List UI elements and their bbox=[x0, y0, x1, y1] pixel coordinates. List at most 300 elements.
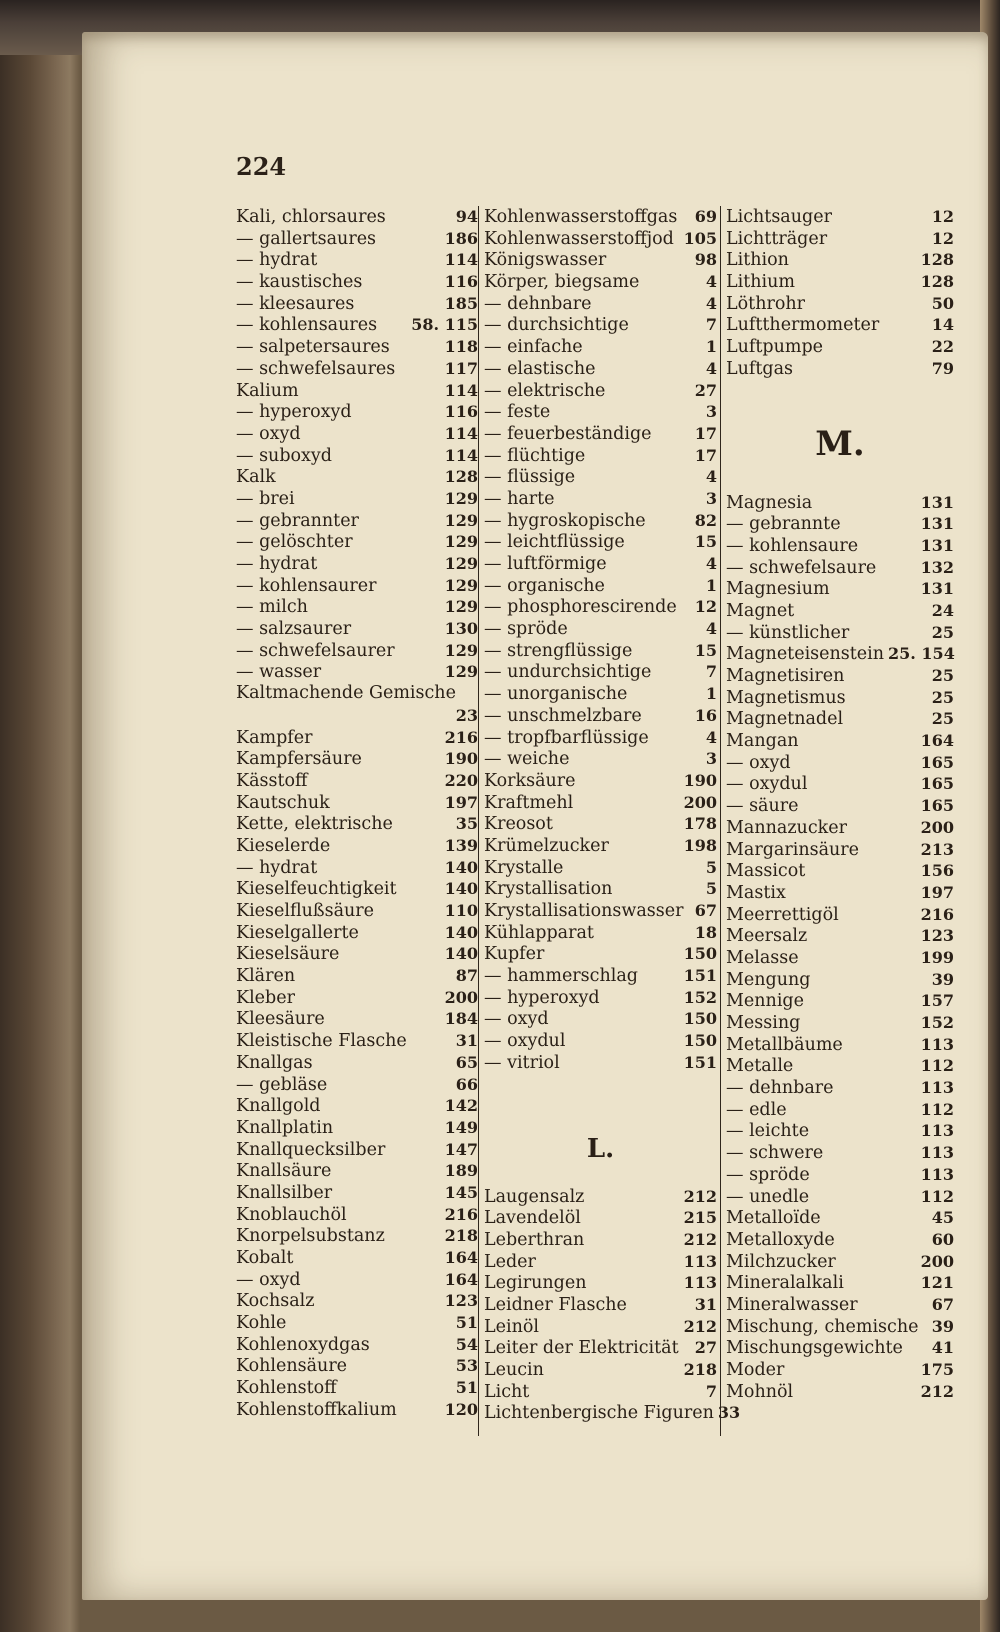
index-entry bbox=[726, 708, 954, 730]
index-entry bbox=[726, 314, 954, 336]
page-reference: 53 bbox=[455, 1356, 478, 1376]
index-term: — kohlensaurer bbox=[236, 575, 377, 596]
index-term: — luftförmige bbox=[484, 554, 607, 574]
index-entry bbox=[236, 1269, 478, 1291]
index-term: Krystalle bbox=[484, 857, 564, 878]
index-term: — flüchtige bbox=[484, 445, 586, 466]
index-term: — milch bbox=[236, 597, 308, 618]
page-reference: 114 bbox=[444, 423, 478, 443]
index-entry bbox=[484, 1359, 717, 1381]
index-term: Magnetisiren bbox=[726, 666, 845, 686]
index-term: Metalloïde bbox=[726, 1208, 821, 1229]
index-entry bbox=[726, 990, 954, 1012]
column-rule-right bbox=[720, 206, 721, 1436]
index-term: Kohlensäure bbox=[236, 1356, 348, 1377]
page-reference: 67 bbox=[931, 1294, 954, 1314]
index-term: Kampfer bbox=[236, 727, 313, 748]
index-entry bbox=[726, 293, 954, 315]
page-reference: 4 bbox=[705, 619, 717, 639]
index-entry bbox=[484, 249, 717, 271]
index-entry bbox=[726, 1251, 954, 1273]
index-term: Leiter der Elektricität bbox=[484, 1338, 679, 1359]
index-term: Meerrettigöl bbox=[726, 904, 839, 925]
index-entry bbox=[726, 969, 954, 991]
page-reference: 150 bbox=[683, 1031, 717, 1051]
index-term: Kleistische Flasche bbox=[236, 1031, 407, 1052]
page-reference: 129 bbox=[444, 640, 478, 660]
index-entry bbox=[484, 900, 717, 922]
index-entry bbox=[236, 423, 478, 445]
page-reference: 45 bbox=[931, 1208, 954, 1228]
page-reference: 190 bbox=[444, 749, 478, 769]
index-entry bbox=[484, 640, 717, 662]
index-term: — spröde bbox=[484, 619, 568, 640]
index-term: Kohlenwasserstoffgas bbox=[484, 207, 678, 227]
page-reference: 54 bbox=[455, 1334, 478, 1354]
page-reference: 212 bbox=[683, 1229, 717, 1249]
index-term: Königswasser bbox=[484, 250, 607, 271]
page-reference: 184 bbox=[444, 1009, 478, 1029]
page-reference: 190 bbox=[683, 770, 717, 790]
index-term: — elastische bbox=[484, 358, 596, 379]
index-entry bbox=[484, 965, 717, 987]
index-entry bbox=[484, 748, 717, 770]
page-reference: 215 bbox=[683, 1208, 717, 1228]
index-term: Kaltmachende Gemische bbox=[236, 683, 456, 704]
index-entry bbox=[726, 1381, 954, 1403]
page-reference: 129 bbox=[444, 532, 478, 552]
index-entry bbox=[726, 773, 954, 795]
index-term: Klären bbox=[236, 966, 296, 987]
page-reference: 12 bbox=[931, 228, 954, 248]
index-term: — kohlensaure bbox=[726, 535, 859, 556]
page-reference: 123 bbox=[920, 926, 954, 946]
page-reference: 87 bbox=[455, 966, 478, 986]
index-term: — dehnbare bbox=[726, 1078, 834, 1099]
index-entry bbox=[726, 578, 954, 600]
page-reference: 112 bbox=[920, 1056, 954, 1076]
index-term: Magnet bbox=[726, 600, 795, 621]
index-term: Kraftmehl bbox=[484, 792, 574, 813]
index-term: — kleesaures bbox=[236, 293, 355, 314]
index-entry bbox=[236, 1182, 478, 1204]
index-entry bbox=[236, 792, 478, 814]
index-entry bbox=[236, 748, 478, 770]
page-reference: 113 bbox=[920, 1034, 954, 1054]
index-term: — oxyd bbox=[236, 423, 301, 444]
index-term: — kaustisches bbox=[236, 272, 363, 293]
index-entry bbox=[236, 596, 478, 618]
index-entry bbox=[236, 1095, 478, 1117]
index-term: Kleesäure bbox=[236, 1009, 325, 1030]
index-term: Kohlenwasserstoffjod bbox=[484, 228, 674, 249]
index-term: Knallsilber bbox=[236, 1182, 333, 1203]
index-entry bbox=[726, 513, 954, 535]
page-reference: 150 bbox=[683, 944, 717, 964]
index-term: Körper, biegsame bbox=[484, 272, 640, 293]
page-reference: 117 bbox=[444, 358, 478, 378]
page-reference: 197 bbox=[920, 882, 954, 902]
index-entry bbox=[726, 1294, 954, 1316]
index-term: Knallplatin bbox=[236, 1117, 334, 1138]
index-term: — harte bbox=[484, 488, 555, 509]
page-reference: 112 bbox=[920, 1186, 954, 1206]
index-term: — gebrannter bbox=[236, 510, 359, 531]
index-term: Krystallisationswasser bbox=[484, 901, 684, 921]
index-term: Leder bbox=[484, 1251, 536, 1272]
index-entry bbox=[484, 618, 717, 640]
index-entry bbox=[236, 466, 478, 488]
page-reference: 212 bbox=[683, 1186, 717, 1206]
page-reference: 4 bbox=[705, 358, 717, 378]
index-entry bbox=[484, 1052, 717, 1074]
page-reference: 198 bbox=[683, 835, 717, 855]
page-reference: 1 bbox=[705, 684, 717, 704]
page-reference: 140 bbox=[444, 879, 478, 899]
page-reference: 130 bbox=[444, 619, 478, 639]
index-term: — feste bbox=[484, 402, 551, 423]
index-term: — oxydul bbox=[484, 1031, 566, 1052]
index-term: — schwefelsaurer bbox=[236, 640, 395, 661]
page-reference: 3 bbox=[705, 402, 717, 422]
index-term: — wasser bbox=[236, 662, 322, 683]
page-reference: 121 bbox=[920, 1273, 954, 1293]
index-entry bbox=[236, 1074, 478, 1096]
index-entry bbox=[236, 336, 478, 358]
index-term: Kässtoff bbox=[236, 770, 308, 791]
index-term: — gebläse bbox=[236, 1074, 328, 1095]
page-reference: 164 bbox=[444, 1269, 478, 1289]
index-term: Luftthermometer bbox=[726, 315, 880, 336]
page-reference: 16 bbox=[694, 705, 717, 725]
index-entry bbox=[236, 228, 478, 250]
index-term: — tropfbarflüssige bbox=[484, 727, 649, 748]
index-column-3-m-entries bbox=[726, 492, 954, 1403]
index-term: Kupfer bbox=[484, 944, 545, 965]
page-reference: 212 bbox=[920, 1381, 954, 1401]
index-entry bbox=[484, 228, 717, 250]
index-entry bbox=[726, 535, 954, 557]
index-term: — feuerbeständige bbox=[484, 423, 652, 444]
page-reference: 164 bbox=[444, 1248, 478, 1267]
index-term: Kleber bbox=[236, 987, 295, 1008]
index-entry bbox=[236, 1225, 478, 1247]
index-term: — leichte bbox=[726, 1121, 810, 1142]
page-reference: 113 bbox=[920, 1164, 954, 1184]
index-entry bbox=[726, 1359, 954, 1381]
index-entry bbox=[236, 1355, 478, 1377]
index-term: Magneteisenstein bbox=[726, 644, 885, 665]
index-entry bbox=[484, 878, 717, 900]
page-reference: 156 bbox=[920, 861, 954, 881]
index-term: Leinöl bbox=[484, 1316, 539, 1337]
page-reference: 3 bbox=[705, 749, 717, 769]
index-term: Leucin bbox=[484, 1360, 544, 1380]
page-reference: 60 bbox=[931, 1229, 954, 1249]
page-reference: 35 bbox=[455, 814, 478, 834]
index-entry bbox=[484, 531, 717, 553]
index-term: Mineralwasser bbox=[726, 1294, 858, 1315]
index-entry bbox=[236, 1117, 478, 1139]
index-entry bbox=[484, 1337, 717, 1359]
page-reference: 200 bbox=[683, 792, 717, 812]
index-entry bbox=[726, 1164, 954, 1186]
index-entry bbox=[236, 249, 478, 271]
index-term: Lichtträger bbox=[726, 228, 828, 249]
page-reference: 129 bbox=[444, 488, 478, 508]
index-entry bbox=[726, 752, 954, 774]
index-term: Meersalz bbox=[726, 926, 808, 947]
index-entry bbox=[236, 401, 478, 423]
page-reference: 22 bbox=[931, 337, 954, 357]
page-reference: 151 bbox=[683, 966, 717, 986]
page-reference: 14 bbox=[931, 315, 954, 335]
index-term: Knallsäure bbox=[236, 1161, 332, 1182]
index-entry bbox=[726, 358, 954, 380]
index-term: — gallertsaures bbox=[236, 228, 377, 249]
page-reference: 31 bbox=[455, 1031, 478, 1051]
page-reference: 218 bbox=[444, 1226, 478, 1246]
index-term: Lichtenbergische Figuren bbox=[484, 1403, 714, 1424]
page-reference: 7 bbox=[705, 662, 717, 682]
page-reference: 200 bbox=[920, 1251, 954, 1271]
page-reference: 129 bbox=[444, 597, 478, 617]
index-term: — unedle bbox=[726, 1186, 810, 1207]
index-entry bbox=[236, 683, 478, 705]
index-term: Kühlapparat bbox=[484, 922, 594, 943]
page-reference: 142 bbox=[444, 1096, 478, 1116]
index-entry bbox=[726, 271, 954, 293]
index-term: Metalle bbox=[726, 1056, 794, 1077]
page-reference: 51 bbox=[455, 1313, 478, 1333]
index-term: Löthrohr bbox=[726, 293, 805, 314]
index-entry bbox=[236, 1160, 478, 1182]
index-term: Kohle bbox=[236, 1313, 287, 1334]
index-entry bbox=[484, 1229, 717, 1251]
index-entry bbox=[236, 900, 478, 922]
index-term: — schwere bbox=[726, 1143, 824, 1164]
page-reference: 157 bbox=[920, 991, 954, 1011]
index-entry bbox=[236, 1247, 478, 1269]
index-term: — oxyd bbox=[236, 1269, 301, 1290]
page-reference: 213 bbox=[920, 839, 954, 859]
page-reference: 216 bbox=[444, 1204, 478, 1224]
index-term: Melasse bbox=[726, 947, 799, 968]
index-entry bbox=[484, 206, 717, 228]
page-reference: 25 bbox=[931, 622, 954, 642]
index-entry bbox=[726, 206, 954, 228]
index-term: Mangan bbox=[726, 731, 799, 752]
index-entry bbox=[484, 1251, 717, 1273]
page-reference: 140 bbox=[444, 857, 478, 877]
page-reference: 25 bbox=[931, 709, 954, 729]
index-entry bbox=[726, 1207, 954, 1229]
page-reference: 15 bbox=[694, 640, 717, 660]
index-entry bbox=[236, 987, 478, 1009]
page-reference: 98 bbox=[694, 250, 717, 270]
index-term: Kobalt bbox=[236, 1248, 294, 1268]
index-entry bbox=[726, 1012, 954, 1034]
index-entry bbox=[726, 817, 954, 839]
index-term: Kieselflußsäure bbox=[236, 901, 375, 921]
index-term: — hydrat bbox=[236, 554, 318, 574]
index-entry bbox=[484, 1272, 717, 1294]
index-entry bbox=[726, 730, 954, 752]
index-term: Knallgold bbox=[236, 1096, 321, 1117]
index-entry bbox=[726, 795, 954, 817]
index-term: Licht bbox=[484, 1381, 530, 1402]
index-term: Magnetismus bbox=[726, 687, 846, 708]
index-entry bbox=[726, 947, 954, 969]
page-reference: 12 bbox=[931, 207, 954, 226]
page-reference: 113 bbox=[920, 1121, 954, 1141]
index-entry bbox=[236, 314, 478, 336]
index-term: Mastix bbox=[726, 882, 786, 903]
index-entry bbox=[484, 1316, 717, 1338]
page-reference: 165 bbox=[920, 796, 954, 816]
page-reference: 216 bbox=[920, 904, 954, 924]
index-entry bbox=[726, 228, 954, 250]
page-reference: 7 bbox=[705, 1381, 717, 1401]
index-entry bbox=[484, 1207, 717, 1229]
index-entry bbox=[484, 835, 717, 857]
index-entry bbox=[726, 1077, 954, 1099]
index-term: Mohnöl bbox=[726, 1381, 794, 1402]
page-reference: 82 bbox=[694, 510, 717, 530]
index-entry bbox=[484, 813, 717, 835]
page-reference: 4 bbox=[705, 554, 717, 573]
index-term: Metallbäume bbox=[726, 1034, 843, 1055]
page-reference: 199 bbox=[920, 947, 954, 967]
index-term: Kohlenstoffkalium bbox=[236, 1399, 397, 1420]
page-reference: 112 bbox=[920, 1099, 954, 1119]
index-entry bbox=[484, 705, 717, 727]
index-entry bbox=[484, 987, 717, 1009]
page-reference: 18 bbox=[694, 922, 717, 942]
page-reference: 114 bbox=[444, 250, 478, 270]
index-entry bbox=[236, 1139, 478, 1161]
page-reference: 118 bbox=[444, 337, 478, 357]
page-reference: 120 bbox=[444, 1399, 478, 1419]
index-entry bbox=[236, 358, 478, 380]
index-term: — salzsaurer bbox=[236, 619, 352, 640]
index-term: — hydrat bbox=[236, 250, 318, 271]
index-term: — undurchsichtige bbox=[484, 662, 652, 683]
index-entry bbox=[236, 1030, 478, 1052]
index-term: Lichtsauger bbox=[726, 207, 832, 227]
page-reference: 79 bbox=[931, 358, 954, 378]
index-entry bbox=[726, 492, 954, 514]
index-entry bbox=[726, 249, 954, 271]
index-entry bbox=[236, 1052, 478, 1074]
index-term: — einfache bbox=[484, 337, 583, 358]
index-term: Kreosot bbox=[484, 814, 553, 835]
index-term: — hammerschlag bbox=[484, 966, 638, 987]
section-heading-l: L. bbox=[586, 1133, 615, 1164]
page-reference: 175 bbox=[920, 1360, 954, 1379]
index-term: Magnesia bbox=[726, 492, 813, 513]
page-reference: 129 bbox=[444, 554, 478, 573]
index-term: — brei bbox=[236, 488, 295, 509]
index-entry bbox=[484, 575, 717, 597]
index-column-2-l-entries bbox=[484, 1186, 741, 1425]
index-column-1 bbox=[236, 206, 478, 1421]
page-reference: 12 bbox=[694, 597, 717, 617]
index-term: Kieselsäure bbox=[236, 944, 340, 965]
page-reference: 51 bbox=[455, 1378, 478, 1398]
page-reference: 129 bbox=[444, 510, 478, 530]
page-reference: 131 bbox=[920, 492, 954, 512]
index-entry bbox=[236, 965, 478, 987]
index-term: — unorganische bbox=[484, 684, 628, 705]
page-reference: 131 bbox=[920, 535, 954, 555]
index-entry bbox=[236, 1290, 478, 1312]
page-reference: 116 bbox=[444, 402, 478, 422]
index-entry bbox=[726, 643, 954, 665]
index-entry bbox=[484, 770, 717, 792]
page-reference: 151 bbox=[683, 1052, 717, 1072]
index-entry bbox=[236, 380, 478, 402]
page-reference: 24 bbox=[931, 600, 954, 620]
index-entry bbox=[484, 293, 717, 315]
index-term: Kochsalz bbox=[236, 1291, 315, 1312]
index-term: — salpetersaures bbox=[236, 337, 390, 358]
index-entry bbox=[484, 510, 717, 532]
page-reference: 1 bbox=[705, 575, 717, 595]
index-term: Metalloxyde bbox=[726, 1229, 835, 1250]
index-entry bbox=[236, 1334, 478, 1356]
page-reference: 116 bbox=[444, 272, 478, 292]
index-term: — hyperoxyd bbox=[236, 402, 352, 423]
index-term: Kieselfeuchtigkeit bbox=[236, 879, 397, 900]
index-entry bbox=[726, 1142, 954, 1164]
index-term: Leberthran bbox=[484, 1229, 585, 1250]
index-term: Kieselgallerte bbox=[236, 922, 359, 943]
index-term: Massicot bbox=[726, 861, 806, 882]
page-reference: 152 bbox=[920, 1013, 954, 1032]
index-term: Mengung bbox=[726, 969, 811, 990]
index-entry bbox=[726, 860, 954, 882]
index-entry bbox=[484, 401, 717, 423]
page-reference: 3 bbox=[705, 488, 717, 508]
page-reference: 31 bbox=[694, 1294, 717, 1314]
index-entry bbox=[726, 839, 954, 861]
page-reference: 218 bbox=[683, 1360, 717, 1379]
index-term: — organische bbox=[484, 575, 605, 596]
page-reference: 216 bbox=[444, 727, 478, 747]
index-term: — säure bbox=[726, 796, 799, 817]
index-term: — künstlicher bbox=[726, 622, 850, 643]
index-entry bbox=[236, 271, 478, 293]
index-entry bbox=[236, 813, 478, 835]
index-entry bbox=[484, 661, 717, 683]
page-reference: 139 bbox=[444, 835, 478, 855]
index-term: — phosphorescirende bbox=[484, 597, 677, 618]
page-reference: 165 bbox=[920, 774, 954, 794]
index-entry bbox=[236, 510, 478, 532]
index-entry bbox=[726, 1272, 954, 1294]
index-term: — elektrische bbox=[484, 380, 606, 401]
index-term: Knorpelsubstanz bbox=[236, 1226, 385, 1247]
index-term: — oxyd bbox=[726, 752, 791, 773]
index-term: Kohlenoxydgas bbox=[236, 1334, 370, 1355]
page-reference: 149 bbox=[444, 1117, 478, 1137]
index-entry bbox=[484, 1030, 717, 1052]
index-entry bbox=[236, 293, 478, 315]
page-reference: 128 bbox=[920, 250, 954, 270]
index-term: Mischung, chemische bbox=[726, 1316, 919, 1337]
index-term: Magnetnadel bbox=[726, 709, 844, 730]
